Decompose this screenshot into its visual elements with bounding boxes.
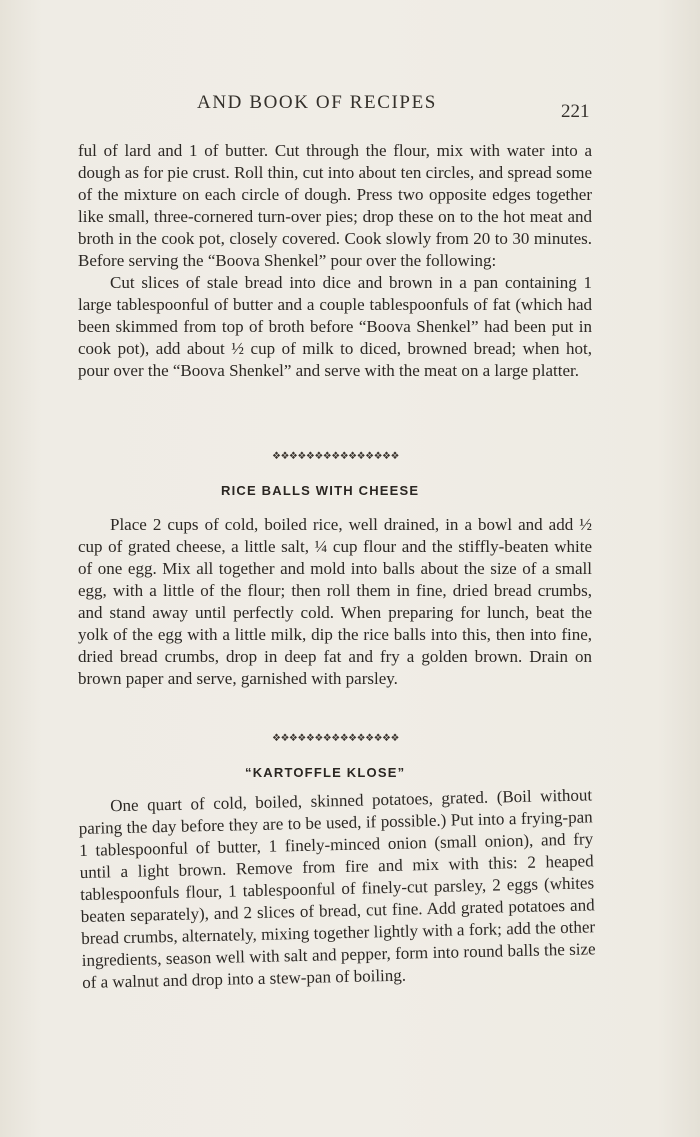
paragraph: Cut slices of stale bread into dice and brown in a pan containing 1 large tablespoonful of butter and a couple tablespoonfuls of fat (which had been skimmed from top of broth before “Boova Shenkel” had been put in cook pot), add about ½ cup of milk to diced, browned bread; when hot, pour over the “Boova Shenkel” and serve with the meat on a large platter. [78,273,592,380]
continuation-text [78,140,592,382]
recipe-title: “KARTOFFLE KLOSE” [245,765,406,780]
paragraph: Place 2 cups of cold, boiled rice, well drained, in a bowl and add ½ cup of grated cheese, a little salt, ¼ cup flour and the stiffly-beaten white of one egg. Mix all together and mold into balls about the size of a small egg, with a little of the flour; then roll them in fine, dried bread crumbs, and stand away until perfectly cold. When preparing for lunch, beat the yolk of the egg with a little milk, dip the rice balls into this, then into fine, dried bread crumbs, drop in deep fat and fry a golden brown. Drain on brown paper and serve, garnished with parsley. [78,515,592,688]
page-number: 221 [561,101,590,122]
recipe-text [78,784,596,994]
paragraph: One quart of cold, boiled, skinned potatoes, grated. (Boil without paring the day before they are to be used, if possible.) Put into a frying-pan 1 tablespoonful of butter, 1 finely-minced onion (small onion), and fry until a light brown. Remove from fire and mix with this: 2 heaped tablespoonfuls flour, 1 tablespoonful of finely-cut parsley, 2 eggs (whites beaten separately), and 2 slices of bread, cut fine. Add grated potatoes and bread crumbs, alternately, mixing together lightly with a fork; add the other ingredients, season well with salt and pepper, form into round balls the size of a walnut and drop into a stew-pan of boiling. [78,785,596,992]
running-head: AND BOOK OF RECIPES [197,92,437,113]
decorative-divider: ❖❖❖❖❖❖❖❖❖❖❖❖❖❖❖ [272,733,399,744]
recipe-text [78,514,592,690]
recipe-title: RICE BALLS WITH CHEESE [221,483,420,498]
decorative-divider: ❖❖❖❖❖❖❖❖❖❖❖❖❖❖❖ [272,451,399,462]
paragraph: ful of lard and 1 of butter. Cut through the flour, mix with water into a dough as for pie crust. Roll thin, cut into about ten circles, and spread some of the mixture on each circle of dough. Press two opposite edges together like small, three-cornered turn-over pies; drop these on to the hot meat and broth in the cook pot, closely covered. Cook slowly from 20 to 30 minutes. Before serving the “Boova Shenkel” pour over the following: [78,141,592,270]
